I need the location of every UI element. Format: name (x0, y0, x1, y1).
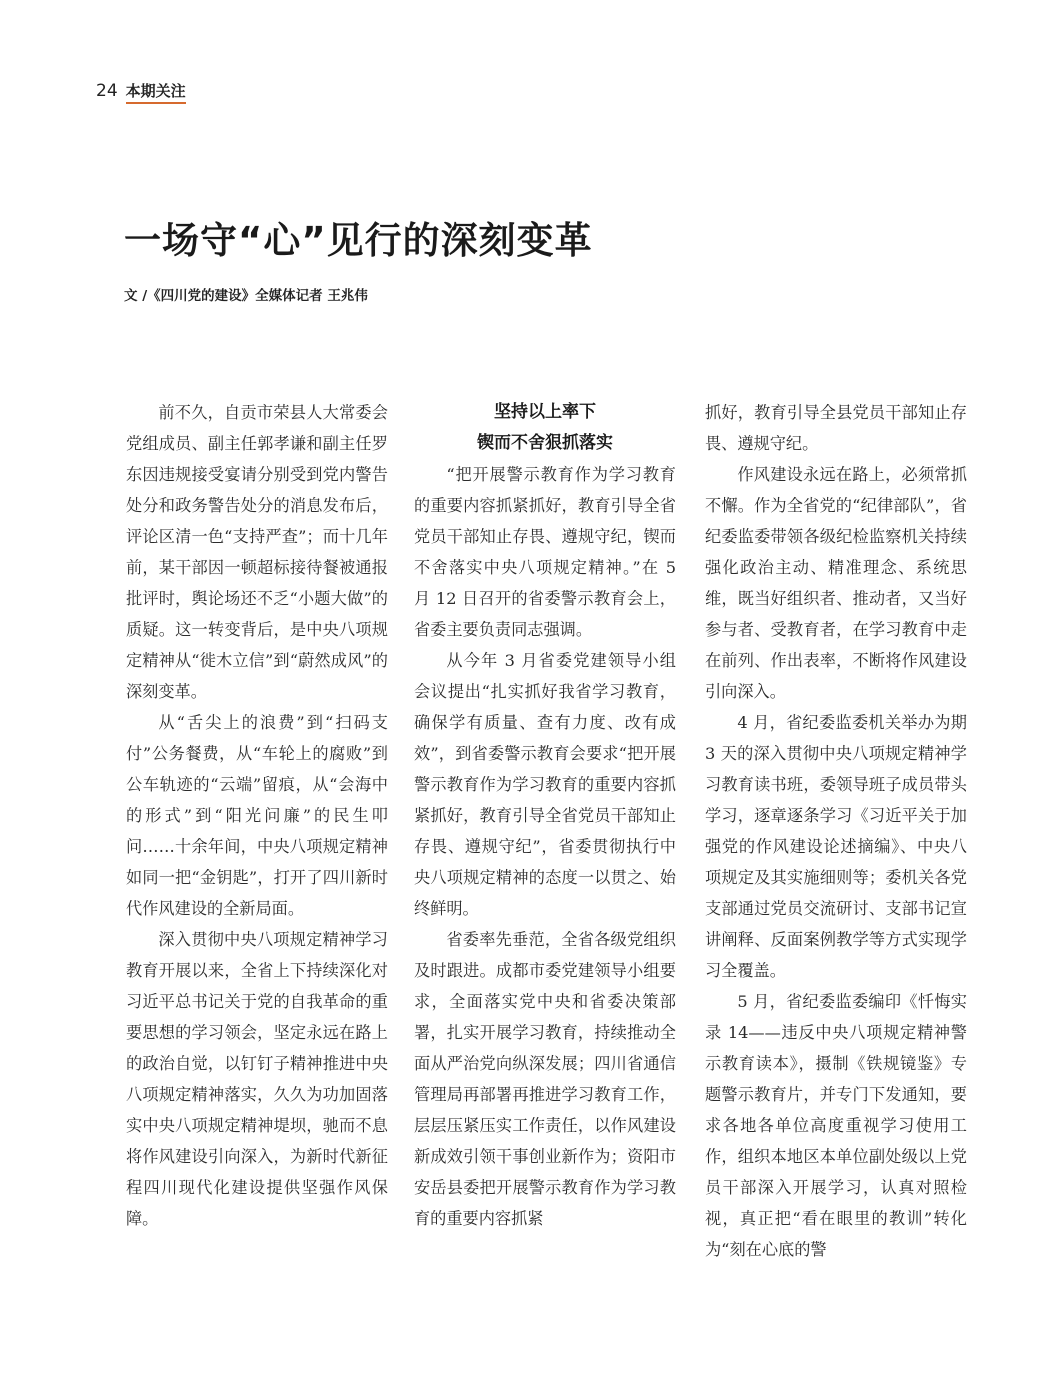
article-byline: 文 /《四川党的建设》全媒体记者 王兆伟 (124, 288, 368, 304)
article-column-1 (126, 397, 388, 1234)
paragraph: 从今年 3 月省委党建领导小组会议提出“扎实抓好我省学习教育，确保学有质量、查有力度、改有成效”，到省委警示教育会要求“把开展警示教育作为学习教育的重要内容抓紧抓好，教育引导全省党员干部知止存畏、遵规守纪”，省委贯彻执行中央八项规定精神的态度一以贯之、始终鲜明。 (414, 651, 676, 918)
paragraph: 4 月，省纪委监委机关举办为期 3 天的深入贯彻中央八项规定精神学习教育读书班，委领导班子成员带头学习，逐章逐条学习《习近平关于加强党的作风建设论述摘编》、中央八项规定及其实施细则等；委机关各党支部通过党员交流研讨、支部书记宣讲阐释、反面案例教学等方式实现学习全覆盖。 (705, 713, 967, 980)
article-column-3 (705, 397, 967, 1265)
page-number: 24 (96, 81, 118, 101)
paragraph: “把开展警示教育作为学习教育的重要内容抓紧抓好，教育引导全省党员干部知止存畏、遵规守纪，锲而不舍落实中央八项规定精神。”在 5 月 12 日召开的省委警示教育会上，省委主要负责同志强调。 (414, 465, 676, 639)
paragraph: 5 月，省纪委监委编印《忏悔实录 14——违反中央八项规定精神警示教育读本》，摄制《铁规镜鉴》专题警示教育片，并专门下发通知，要求各地各单位高度重视学习使用工作，组织本地区本单位副处级以上党员干部深入开展学习，认真对照检视，真正把“看在眼里的教训”转化为“刻在心底的警 (705, 992, 967, 1259)
page-header (96, 80, 186, 104)
article-title: 一场守“心”见行的深刻变革 (124, 219, 593, 262)
subheading-line-2: 锲而不舍狠抓落实 (477, 433, 613, 453)
paragraph: 省委率先垂范，全省各级党组织及时跟进。成都市委党建领导小组要求，全面落实党中央和省委决策部署，扎实开展学习教育，持续推动全面从严治党向纵深发展；四川省通信管理局再部署再推进学习教育工作，层层压紧压实工作责任，以作风建设新成效引领干事创业新作为；资阳市安岳县委把开展警示教育作为学习教育的重要内容抓紧 (414, 930, 676, 1228)
paragraph: 前不久，自贡市荣县人大常委会党组成员、副主任郭孝谦和副主任罗东因违规接受宴请分别受到党内警告处分和政务警告处分的消息发布后，评论区清一色“支持严查”；而十几年前，某干部因一顿超标接待餐被通报批评时，舆论场还不乏“小题大做”的质疑。这一转变背后，是中央八项规定精神从“徙木立信”到“蔚然成风”的深刻变革。 (126, 403, 388, 701)
paragraph: 深入贯彻中央八项规定精神学习教育开展以来，全省上下持续深化对习近平总书记关于党的自我革命的重要思想的学习领会，坚定永远在路上的政治自觉，以钉钉子精神推进中央八项规定精神落实，久久为功加固落实中央八项规定精神堤坝，驰而不息将作风建设引向深入，为新时代新征程四川现代化建设提供坚强作风保障。 (126, 930, 388, 1228)
subheading-line-1: 坚持以上率下 (494, 402, 596, 422)
article-column-2 (414, 397, 676, 1234)
paragraph: 从“舌尖上的浪费”到“扫码支付”公务餐费，从“车轮上的腐败”到公车轨迹的“云端”留痕，从“会海中的形式”到“阳光问廉”的民生叩问……十余年间，中央八项规定精神如同一把“金钥匙”，打开了四川新时代作风建设的全新局面。 (126, 713, 388, 918)
paragraph-continued: 抓好，教育引导全县党员干部知止存畏、遵规守纪。 (705, 403, 967, 453)
section-label: 本期关注 (126, 80, 186, 104)
paragraph: 作风建设永远在路上，必须常抓不懈。作为全省党的“纪律部队”，省纪委监委带领各级纪检监察机关持续强化政治主动、精准理念、系统思维，既当好组织者、推动者，又当好参与者、受教育者，在学习教育中走在前列、作出表率，不断将作风建设引向深入。 (705, 465, 967, 701)
